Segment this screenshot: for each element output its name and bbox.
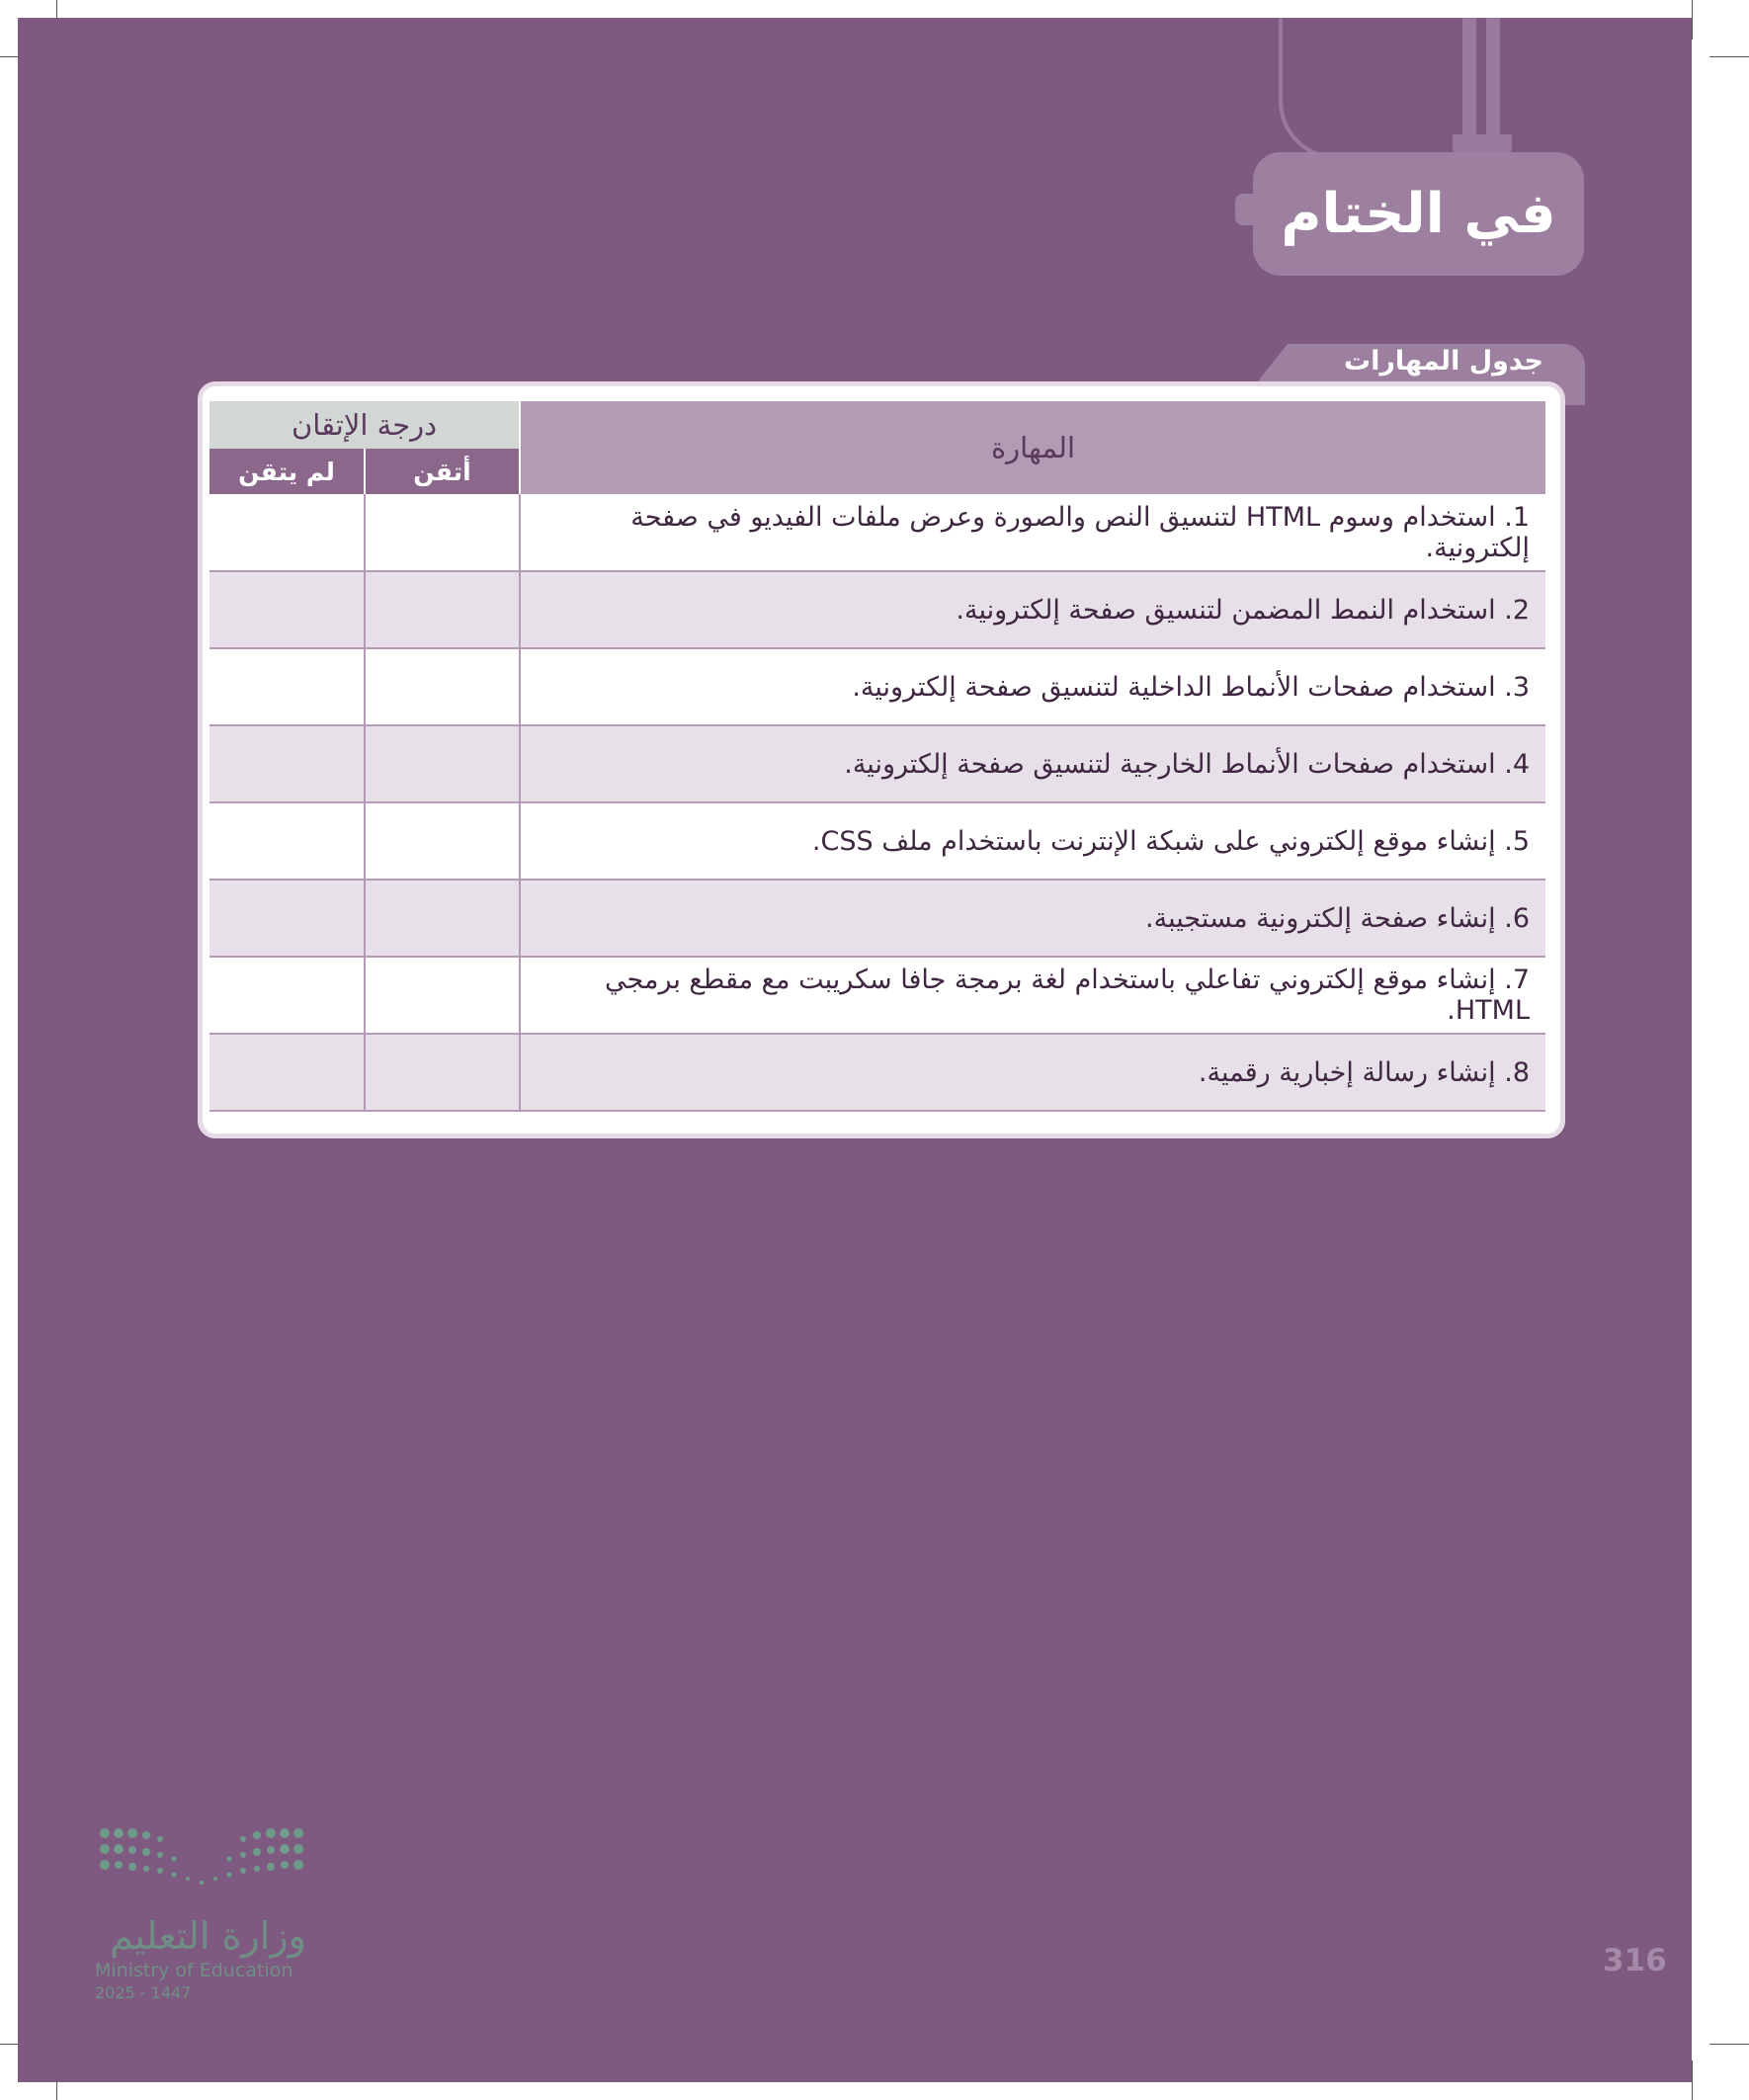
skills-table-label: جدول المهارات <box>1343 346 1543 377</box>
mastered-checkbox[interactable] <box>365 725 520 802</box>
mastered-checkbox[interactable] <box>365 571 520 648</box>
table-row <box>209 802 1545 880</box>
table-row <box>209 957 1545 1034</box>
not-mastered-checkbox[interactable] <box>209 802 365 880</box>
not-mastered-checkbox[interactable] <box>209 957 365 1034</box>
not-mastered-checkbox[interactable] <box>209 1034 365 1111</box>
crop-mark <box>1692 2060 1693 2100</box>
not-mastered-checkbox[interactable] <box>209 648 365 725</box>
decorative-plug <box>1453 134 1512 154</box>
logo-english-text: Ministry of Education <box>95 1960 293 1981</box>
not-mastered-checkbox[interactable] <box>209 880 365 957</box>
table-row <box>209 571 1545 648</box>
skill-text: 2. استخدام النمط المضمن لتنسيق صفحة إلكترونية. <box>520 571 1545 648</box>
logo-arabic-text: وزارة التعليم <box>110 1914 306 1958</box>
not-mastered-checkbox[interactable] <box>209 571 365 648</box>
skill-text: 6. إنشاء صفحة إلكترونية مستجيبة. <box>520 880 1545 957</box>
header-skill: المهارة <box>520 401 1545 494</box>
header-mastery: درجة الإتقان <box>209 401 520 449</box>
skills-table <box>209 401 1545 1112</box>
table-row <box>209 880 1545 957</box>
page-number: 316 <box>1603 1943 1667 1978</box>
decorative-cable <box>1279 18 1401 160</box>
skill-text: 8. إنشاء رسالة إخبارية رقمية. <box>520 1034 1545 1111</box>
table-row <box>209 494 1545 571</box>
title-badge <box>1253 152 1584 276</box>
decorative-cable <box>1462 18 1476 136</box>
mastered-checkbox[interactable] <box>365 880 520 957</box>
skill-text: 7. إنشاء موقع إلكتروني تفاعلي باستخدام لغة برمجة جافا سكريبت مع مقطع برمجي HTML. <box>520 957 1545 1034</box>
mastered-checkbox[interactable] <box>365 802 520 880</box>
badge-notch <box>1235 194 1263 225</box>
logo-year: 2025 - 1447 <box>95 1983 192 2002</box>
decorative-cable <box>1486 18 1500 136</box>
header-mastered: أتقن <box>365 449 520 494</box>
skill-text: 5. إنشاء موقع إلكتروني على شبكة الإنترنت باستخدام ملف CSS. <box>520 802 1545 880</box>
not-mastered-checkbox[interactable] <box>209 725 365 802</box>
skill-text: 4. استخدام صفحات الأنماط الخارجية لتنسيق صفحة إلكترونية. <box>520 725 1545 802</box>
header-not-mastered: لم يتقن <box>209 449 365 494</box>
mastered-checkbox[interactable] <box>365 648 520 725</box>
mastered-checkbox[interactable] <box>365 1034 520 1111</box>
table-row <box>209 725 1545 802</box>
crop-mark <box>1692 0 1693 40</box>
crop-mark <box>1709 56 1749 57</box>
not-mastered-checkbox[interactable] <box>209 494 365 571</box>
mastered-checkbox[interactable] <box>365 957 520 1034</box>
mastered-checkbox[interactable] <box>365 494 520 571</box>
table-row <box>209 1034 1545 1111</box>
skill-text: 1. استخدام وسوم HTML لتنسيق النص والصورة وعرض ملفات الفيديو في صفحة إلكترونية. <box>520 494 1545 571</box>
page-title: في الختام <box>1281 182 1556 246</box>
ministry-logo <box>95 1823 312 2011</box>
crop-mark <box>1709 2044 1749 2045</box>
skill-text: 3. استخدام صفحات الأنماط الداخلية لتنسيق صفحة إلكترونية. <box>520 648 1545 725</box>
logo-dots-icon <box>95 1823 308 1892</box>
table-row <box>209 648 1545 725</box>
